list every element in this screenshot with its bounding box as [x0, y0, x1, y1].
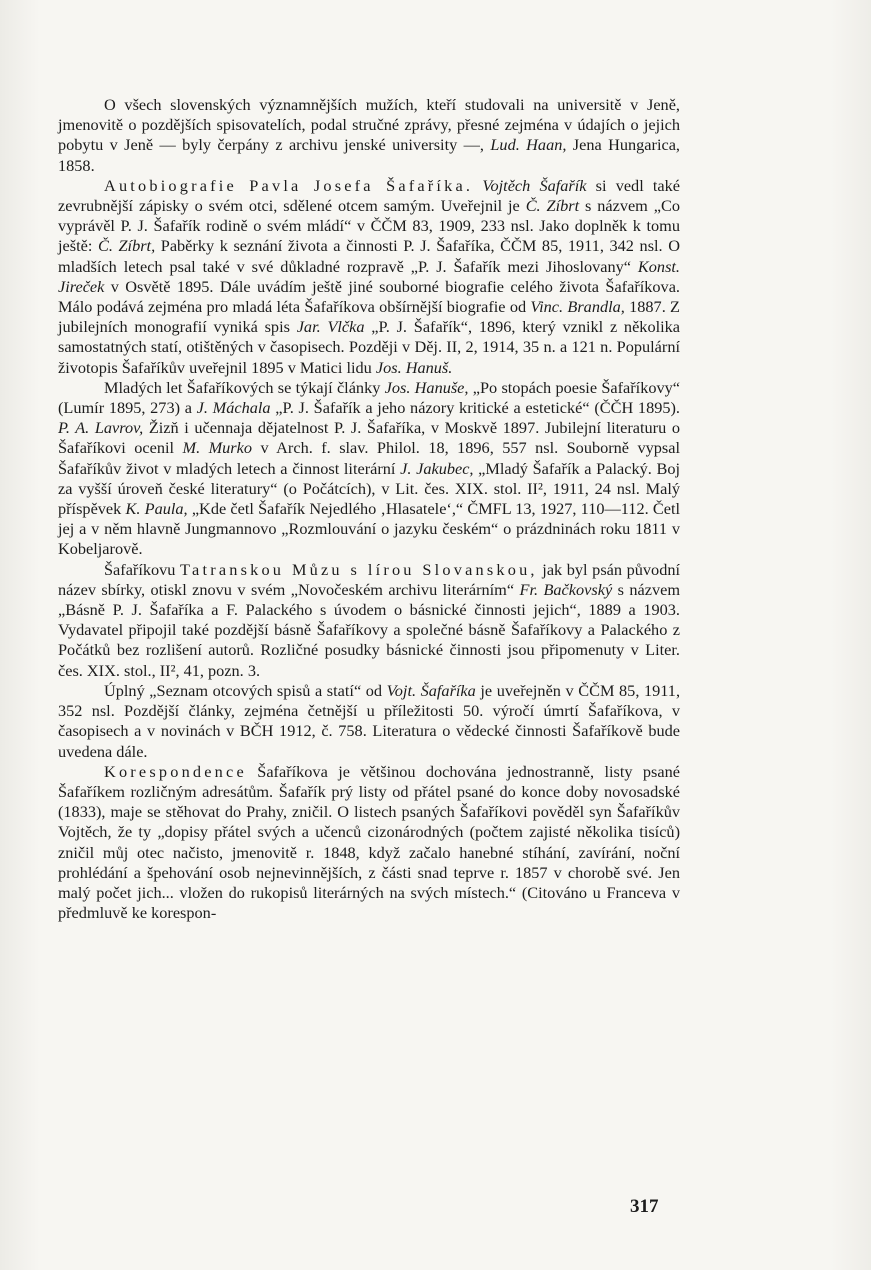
paragraph-4	[58, 560, 680, 681]
text-segment: jak byl psán původní název sbírky, otiskl znovu v svém „Novočeském archivu literárním“	[58, 559, 680, 599]
paragraph-6	[58, 762, 680, 924]
text-segment: K. Paula,	[125, 499, 188, 519]
text-segment: Vojtěch Šafařík	[482, 175, 587, 195]
text-segment: Úplný „Seznam otcových spisů a statí“ od	[104, 680, 387, 700]
text-segment: „Mladý Šafařík a Palacký. Boj za vyšší úroveň české literatury“ (o Počátcích), v Lit. čes. XIX. stol. II², 1911, 24 nsl. Malý příspěvek	[58, 458, 680, 519]
text-segment: Korespondence	[104, 761, 247, 781]
text-segment: Mladých let Šafaříkových se týkají články	[104, 377, 385, 397]
text-segment: s názvem „Co vyprávěl P. J. Šafařík rodině o svém mládí“ v ČČM 83, 1909, 233 nsl. Jako doplněk k tomu ještě:	[58, 196, 680, 256]
paragraph-3	[58, 378, 680, 560]
text-segment: Šafaříkovu	[104, 559, 181, 579]
text-segment	[473, 176, 482, 195]
paragraph-5	[58, 681, 680, 762]
text-segment: P. A. Lavrov,	[58, 418, 144, 438]
text-segment: je uveřejněn v ČČM 85, 1911, 352 nsl. Pozdější články, zejména četnější u příležitosti 50. výročí úmrtí Šafaříkova, v časopisech a v novinách v BČH 1912, č. 758. Literatura o vědecké činnosti Šafaříkově bude uvedena dále.	[58, 680, 681, 761]
text-segment: s názvem „Básně P. J. Šafaříka a F. Palackého s úvodem o básnické činnosti jejich“, 1889 a 1903. Vydavatel připojil také pozdější básně Šafaříkovy a společné básně Šafaříkovy a Palackého z Počátků bez rozlišení autorů. Rozličné posudky básnické činnosti jsou připomenuty v Liter. čes. XIX. stol., II², 41, pozn. 3.	[58, 579, 680, 680]
body-text	[58, 95, 680, 923]
text-segment: Č. Zíbrt	[525, 196, 580, 216]
text-segment: Č. Zíbrt,	[97, 236, 156, 256]
text-segment: „P. J. Šafařík“, 1896, který vznikl z několika samostatných statí, otištěných v časopisech. Později v Děj. II, 2, 1914, 35 n. a 121 n. Populární životopis Šafaříkův uveřejnil 1895 v Matici lidu	[58, 317, 680, 377]
text-segment: Autobiografie Pavla Josefa Šafaříka.	[104, 175, 474, 195]
text-segment: si vedl také zevrubnější zápisky o svém otci, sdělené otcem samým. Uveřejnil je	[58, 175, 680, 216]
text-segment: Žizň i učennaja dějatelnost P. J. Šafaříka, v Moskvě 1897. Jubilejní literaturu o Šafaříkovi ocenil	[58, 418, 680, 458]
text-segment: Paběrky k seznání života a činnosti P. J. Šafaříka, ČČM 85, 1911, 342 nsl. O mladších letech psal také v své důkladné rozpravě „P. J. Šafařík mezi Jihoslovany“	[58, 236, 680, 276]
text-segment: Jar. Vlčka	[296, 317, 365, 337]
text-segment: „P. J. Šafařík a jeho názory kritické a estetické“ (ČČH 1895).	[270, 398, 680, 418]
page-number: 317	[630, 1196, 659, 1217]
text-segment: O všech slovenských významnějších mužích, kteří studovali na universitě v Jeně, jmenovitě o pozdějších spisovatelích, podal stručné zprávy, přesné zejména v údajích o jejich pobytu v Jeně — byly čerpány z archivu jenské university —,	[58, 95, 680, 155]
text-segment: M. Murko	[182, 438, 253, 458]
paragraph-1	[58, 95, 680, 176]
text-segment: Fr. Bačkovský	[519, 579, 613, 599]
text-segment: 1887. Z jubilejních monografií vyniká spis	[58, 297, 681, 337]
text-segment: v Osvětě 1895. Dále uvádím ještě jiné souborné biografie celého života Šafaříkova. Málo podává zejména pro mladá léta Šafaříkova obšírnější biografie od	[58, 276, 680, 317]
text-segment: v Arch. f. slav. Philol. 18, 1896, 557 nsl. Souborně vypsal Šafaříkův život v mladých letech a činnost literární	[58, 438, 680, 478]
paragraph-2	[58, 176, 680, 378]
text-segment: „Kde četl Šafařík Nejedlého ‚Hlasatele‘,“ ČMFL 13, 1927, 110—112. Četl jej a v něm hlavně Jungmannovo „Rozmlouvání o jazyku českém“ o prázdninách roku 1811 v Kobeljarově.	[58, 499, 680, 559]
text-segment: Šafaříkova je většinou dochována jednostranně, listy psané Šafaříkem rozličným adresátům. Šafařík prý listy od přátel psané do konce doby novosadské (1833), maje se stěhovat do Prahy, zničil. O listech psaných Šafaříkovi pověděl syn Šafaříkův Vojtěch, že ty „dopisy přátel svých a učenců cizonárodných (počtem zajisté několika tisíců) zničil můj otec načisto, jmenovitě r. 1848, když začalo hanebné stíhání, zavírání, noční prohlédání a špehování osob nejnevinnějších, z části snad teprve r. 1857 v chorobě své. Jen malý počet jich... vložen do rukopisů literárných na svých místech.“ (Citováno u Franceva v předmluvě ke korespon-	[58, 761, 680, 923]
text-segment: Vinc. Brandla,	[530, 297, 625, 317]
text-segment: Jos. Hanuš.	[375, 357, 453, 377]
text-segment: Vojt. Šafaříka	[386, 680, 476, 700]
text-segment: J. Máchala	[196, 398, 271, 418]
text-segment: Jena Hungarica, 1858.	[58, 135, 680, 175]
text-segment: J. Jakubec,	[400, 458, 474, 478]
text-segment: Lud. Haan,	[490, 135, 567, 155]
text-segment: Jos. Hanuše,	[384, 377, 469, 397]
text-segment: Konst. Jireček	[58, 256, 680, 296]
text-segment: Tatranskou Můzu s lírou Slovanskou,	[180, 559, 538, 579]
text-segment: „Po stopách poesie Šafaříkovy“ (Lumír 1895, 273) a	[58, 377, 680, 418]
